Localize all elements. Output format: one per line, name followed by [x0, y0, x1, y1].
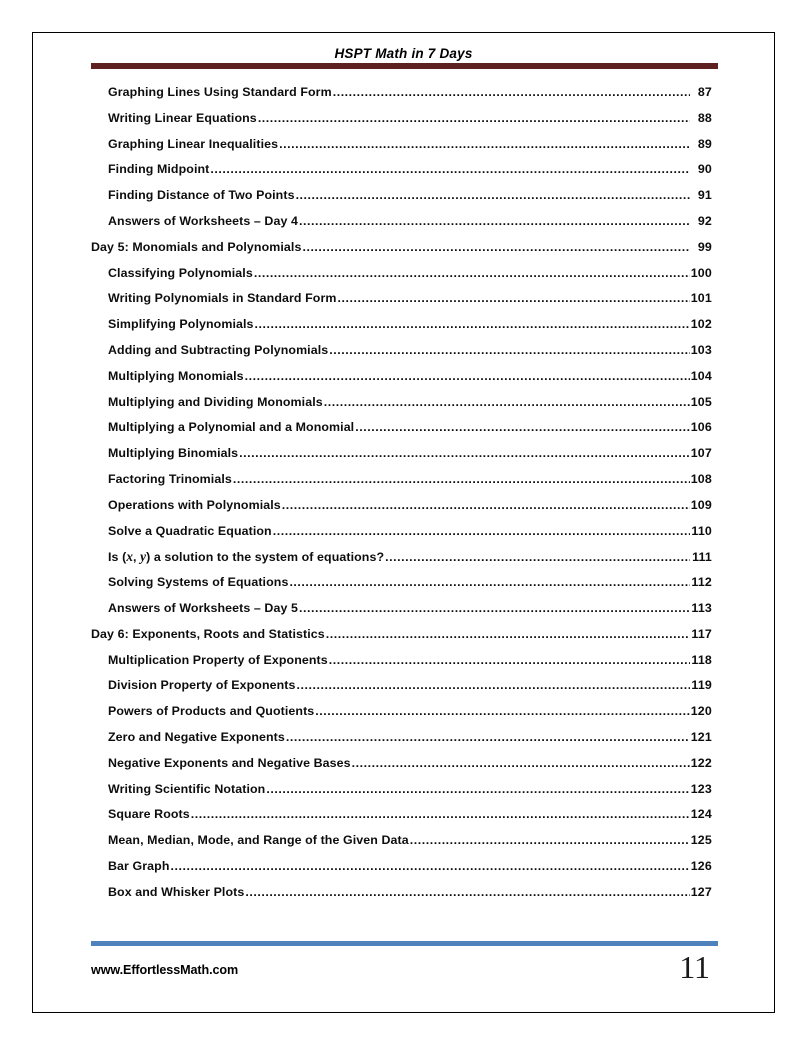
toc-entry[interactable] — [33, 756, 774, 782]
toc-entry[interactable] — [33, 472, 774, 498]
footer-rule — [91, 941, 718, 946]
toc-leader-dots — [385, 550, 690, 562]
toc-leader-dots — [338, 291, 690, 303]
toc-page-number: 92 — [697, 213, 712, 228]
toc-entry[interactable] — [33, 575, 774, 601]
toc-leader-dots — [266, 782, 689, 794]
toc-entry-title: Multiplying Binomials — [108, 446, 239, 461]
toc-leader-dots — [297, 678, 690, 690]
toc-leader-dots — [210, 162, 690, 174]
toc-page-number: 127 — [690, 884, 712, 899]
toc-entry[interactable] — [33, 549, 774, 575]
toc-page-number: 88 — [697, 110, 712, 125]
toc-entry-title: Multiplying and Dividing Monomials — [108, 394, 323, 409]
toc-leader-dots — [326, 627, 690, 639]
toc-leader-dots — [233, 472, 690, 484]
toc-leader-dots — [289, 575, 690, 587]
toc-page-number: 113 — [691, 600, 712, 615]
toc-entry-title: Operations with Polynomials — [108, 497, 281, 512]
toc-entry-title: Graphing Lines Using Standard Form — [108, 85, 332, 99]
toc-leader-dots — [245, 369, 690, 381]
toc-entry-title: Bar Graph — [108, 858, 170, 873]
toc-leader-dots — [302, 240, 690, 252]
toc-page-number: 101 — [690, 291, 712, 306]
math-variable: y — [140, 549, 147, 565]
toc-leader-dots — [355, 420, 689, 432]
toc-leader-dots — [286, 730, 690, 742]
toc-page-number: 124 — [690, 807, 712, 822]
toc-entry-title: Answers of Worksheets – Day 5 — [108, 600, 298, 615]
toc-entry-title: Multiplying Monomials — [108, 368, 244, 383]
toc-entry[interactable] — [33, 704, 774, 730]
toc-page-number: 122 — [690, 755, 712, 770]
toc-entry-title: Graphing Linear Inequalities — [108, 136, 279, 151]
toc-leader-dots — [329, 653, 690, 665]
toc-page-number: 91 — [697, 188, 712, 203]
toc-entry-title: Solve a Quadratic Equation — [108, 523, 272, 538]
toc-leader-dots — [333, 85, 690, 97]
toc-entry-title: Zero and Negative Exponents — [108, 729, 285, 744]
toc-entry[interactable] — [33, 291, 774, 317]
toc-leader-dots — [245, 885, 689, 897]
toc-entry-title: Answers of Worksheets – Day 4 — [108, 213, 298, 228]
toc-entry-title: Mean, Median, Mode, and Range of the Given Data — [108, 833, 409, 848]
toc-entry-title: Writing Linear Equations — [108, 110, 257, 125]
toc-page-number: 125 — [690, 833, 712, 848]
toc-leader-dots — [282, 498, 690, 510]
toc-page-number: 103 — [690, 342, 712, 357]
toc-entry-title: Negative Exponents and Negative Bases — [108, 755, 351, 770]
toc-entry[interactable] — [33, 395, 774, 421]
toc-entry[interactable] — [33, 498, 774, 524]
toc-leader-dots — [191, 807, 690, 819]
footer-page-number: 11 — [679, 949, 710, 985]
toc-page-number: 126 — [690, 858, 712, 873]
toc-page-number: 119 — [691, 678, 712, 693]
toc-entry[interactable] — [33, 162, 774, 188]
toc-entry[interactable] — [33, 885, 774, 911]
toc-page-number: 109 — [690, 497, 712, 512]
toc-page-number: 108 — [690, 471, 712, 486]
running-head — [33, 45, 774, 63]
toc-page-number: 87 — [697, 85, 712, 99]
toc-page-number: 105 — [690, 394, 712, 409]
toc-page-number: 90 — [697, 162, 712, 177]
toc-entry-title: Classifying Polynomials — [108, 265, 253, 280]
toc-leader-dots — [239, 446, 690, 458]
toc-entry[interactable] — [33, 188, 774, 214]
table-of-contents — [33, 85, 774, 911]
toc-page-number: 117 — [691, 626, 712, 641]
toc-entry-title: Square Roots — [108, 807, 190, 822]
page-footer — [91, 951, 718, 983]
toc-entry-title: Powers of Products and Quotients — [108, 704, 315, 719]
toc-page-number: 99 — [697, 239, 712, 254]
toc-entry-title: Simplifying Polynomials — [108, 317, 254, 332]
toc-page-number: 123 — [690, 781, 712, 796]
running-head-title: HSPT Math in 7 Days — [334, 46, 473, 61]
toc-page-number: 100 — [690, 265, 712, 280]
toc-entry-title: Finding Midpoint — [108, 162, 210, 177]
toc-leader-dots — [273, 524, 690, 536]
math-variable: x — [126, 549, 134, 565]
toc-entry-title: Is (x, y) a solution to the system of equations? — [108, 549, 385, 565]
toc-entry[interactable] — [33, 214, 774, 240]
toc-entry[interactable] — [33, 859, 774, 885]
toc-entry-title: Division Property of Exponents — [108, 678, 296, 693]
toc-leader-dots — [324, 395, 690, 407]
toc-page-number: 104 — [690, 368, 712, 383]
toc-leader-dots — [258, 111, 690, 123]
toc-entry[interactable] — [33, 266, 774, 292]
toc-page-number: 102 — [690, 317, 712, 332]
toc-entry-title: Multiplication Property of Exponents — [108, 652, 328, 667]
toc-leader-dots — [315, 704, 689, 716]
toc-leader-dots — [255, 317, 690, 329]
toc-entry-title: Box and Whisker Plots — [108, 884, 245, 899]
toc-entry[interactable] — [33, 317, 774, 343]
toc-entry[interactable] — [33, 446, 774, 472]
toc-page-number: 89 — [697, 136, 712, 151]
toc-page-number: 121 — [690, 729, 712, 744]
toc-page-number: 106 — [690, 420, 712, 435]
toc-entry[interactable] — [33, 111, 774, 137]
toc-entry[interactable] — [33, 420, 774, 446]
toc-leader-dots — [296, 188, 690, 200]
toc-page-number: 118 — [691, 652, 712, 667]
toc-entry[interactable] — [33, 369, 774, 395]
toc-entry-title: Finding Distance of Two Points — [108, 188, 295, 203]
toc-entry-title: Day 5: Monomials and Polynomials — [91, 239, 302, 254]
footer-website: www.EffortlessMath.com — [91, 963, 239, 977]
toc-entry[interactable] — [33, 85, 774, 111]
toc-page-number: 107 — [690, 446, 712, 461]
toc-entry[interactable] — [33, 601, 774, 627]
toc-leader-dots — [329, 343, 689, 355]
page-sheet — [32, 32, 775, 1013]
header-rule — [91, 63, 718, 69]
toc-entry[interactable] — [33, 524, 774, 550]
toc-entry[interactable] — [33, 343, 774, 369]
toc-entry[interactable] — [33, 730, 774, 756]
toc-entry[interactable] — [33, 782, 774, 808]
toc-entry[interactable] — [33, 137, 774, 163]
toc-entry[interactable] — [33, 653, 774, 679]
toc-page-number: 120 — [690, 704, 712, 719]
toc-page-number: 112 — [691, 575, 712, 590]
toc-entry-title: Factoring Trinomials — [108, 471, 232, 486]
toc-leader-dots — [299, 601, 690, 613]
toc-leader-dots — [410, 833, 690, 845]
toc-leader-dots — [279, 137, 690, 149]
toc-entry-title: Writing Polynomials in Standard Form — [108, 291, 337, 306]
toc-leader-dots — [171, 859, 690, 871]
toc-leader-dots — [254, 266, 690, 278]
toc-day-heading[interactable] — [33, 627, 774, 653]
toc-day-heading[interactable] — [33, 240, 774, 266]
toc-entry-title: Day 6: Exponents, Roots and Statistics — [91, 626, 325, 641]
toc-page-number: 110 — [691, 523, 712, 538]
toc-leader-dots — [299, 214, 690, 226]
toc-entry-title: Multiplying a Polynomial and a Monomial — [108, 420, 355, 435]
toc-entry-title: Writing Scientific Notation — [108, 781, 266, 796]
toc-leader-dots — [352, 756, 690, 768]
toc-entry-title: Adding and Subtracting Polynomials — [108, 342, 329, 357]
toc-entry-title: Solving Systems of Equations — [108, 575, 289, 590]
toc-page-number: 111 — [692, 550, 712, 565]
toc-entry[interactable] — [33, 678, 774, 704]
toc-entry[interactable] — [33, 833, 774, 859]
toc-entry[interactable] — [33, 807, 774, 833]
